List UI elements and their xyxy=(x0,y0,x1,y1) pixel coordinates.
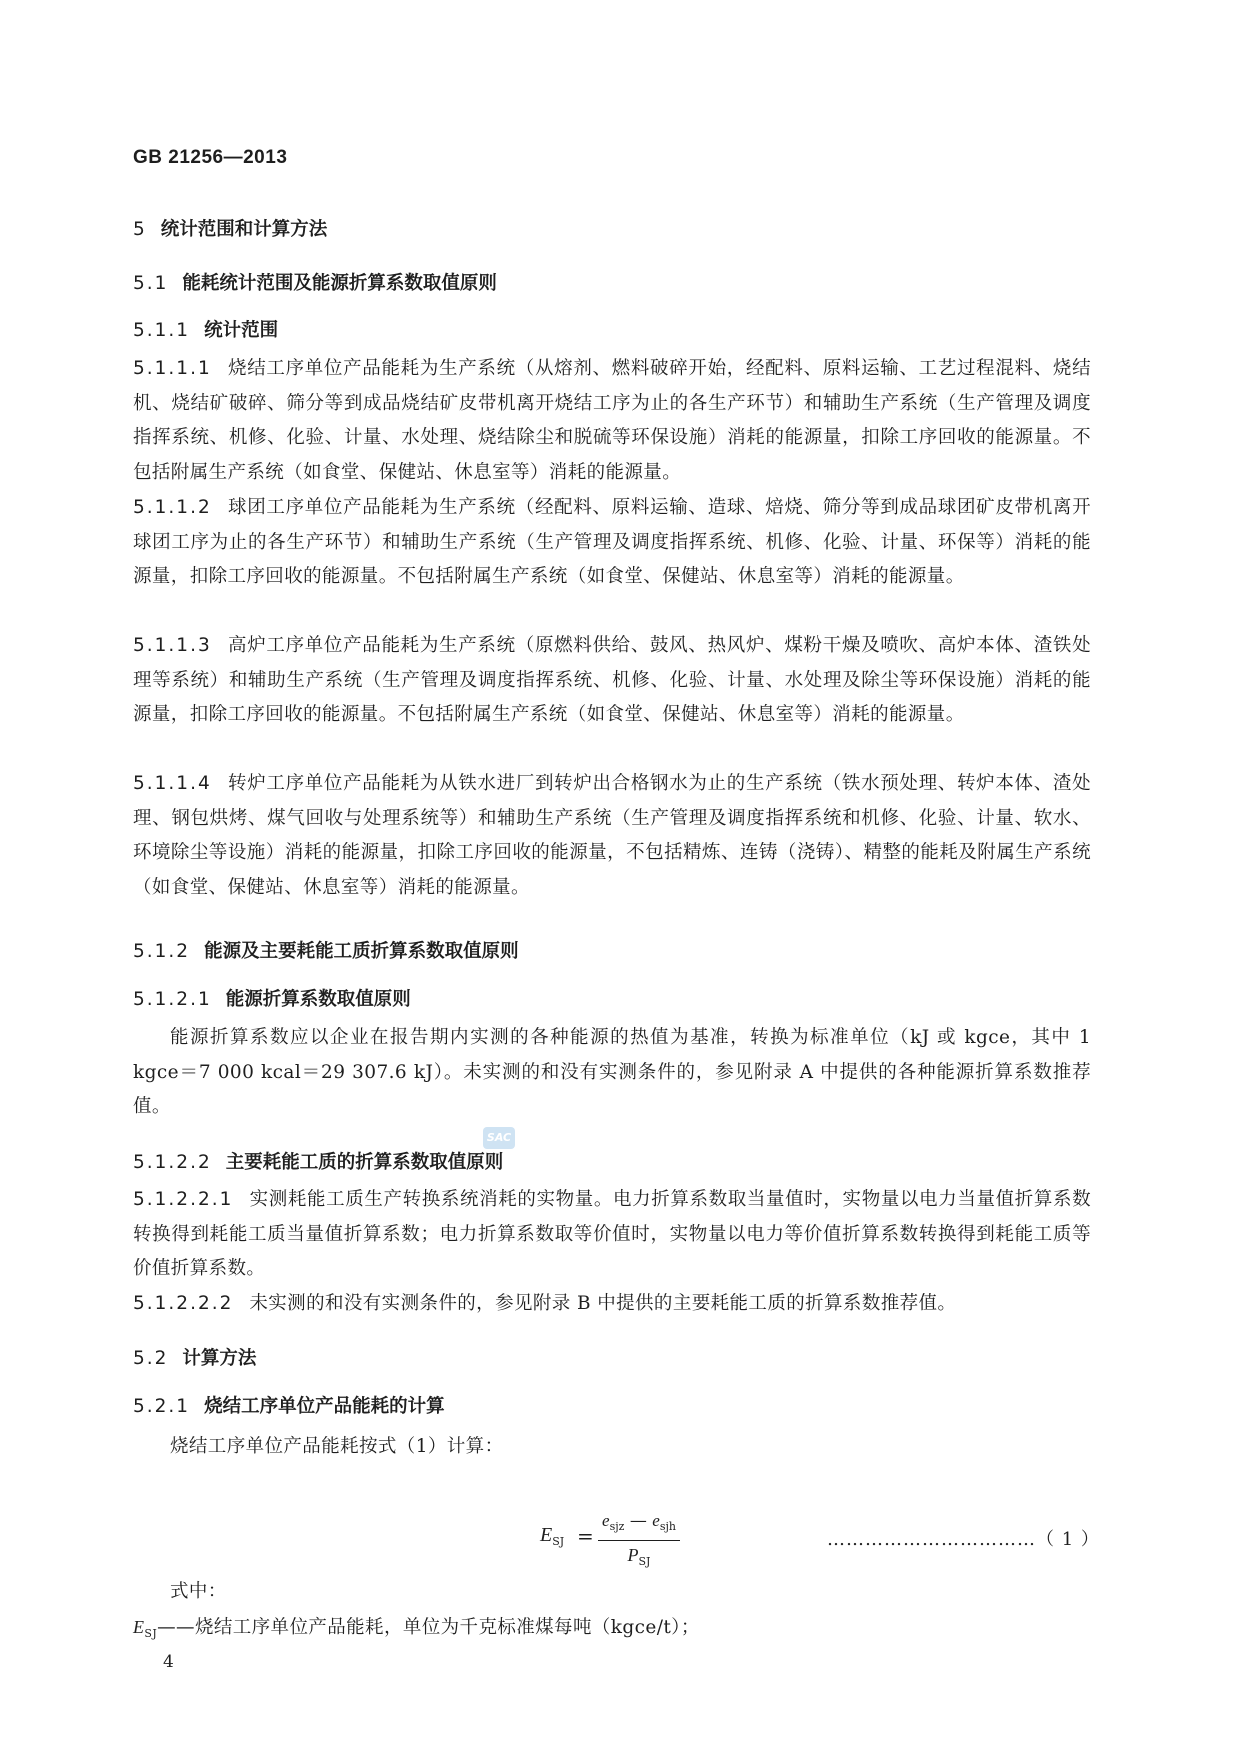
section-5-1-heading xyxy=(133,269,497,295)
section-5-1-2-2-heading xyxy=(133,1148,503,1174)
section-title: 能耗统计范围及能源折算系数取值原则 xyxy=(182,273,497,294)
clause-text: 未实测的和没有实测条件的，参见附录 B 中提供的主要耗能工质的折算系数推荐值。 xyxy=(249,1293,957,1314)
section-number: 5.2 xyxy=(133,1348,169,1369)
clause-text: 高炉工序单位产品能耗为生产系统（原燃料供给、鼓风、热风炉、煤粉干燥及喷吹、高炉本体、渣铁处理等系统）和辅助生产系统（生产管理及调度指挥系统、机修、化验、计量、水处理及除尘等环保设施）消耗的能源量，扣除工序回收的能源量。不包括附属生产系统（如食堂、保健站、休息室等）消耗的能源量。 xyxy=(133,635,1091,725)
clause-text: 实测耗能工质生产转换系统消耗的实物量。电力折算系数取当量值时，实物量以电力当量值折算系数转换得到耗能工质当量值折算系数；电力折算系数取等价值时，实物量以电力等价值折算系数转换得到耗能工质等价值折算系数。 xyxy=(133,1189,1091,1279)
page-number: 4 xyxy=(163,1652,174,1672)
formula-denominator: $P_{SJ}$ xyxy=(627,1545,651,1568)
where-intro: 式中： xyxy=(170,1581,227,1602)
sac-watermark-logo: SAC xyxy=(483,1127,515,1149)
clause-number: 5.1.2.2.1 xyxy=(133,1189,234,1210)
section-title: 能源及主要耗能工质折算系数取值原则 xyxy=(204,941,519,962)
formula-fraction xyxy=(598,1508,680,1576)
paragraph-5-1-2-1: 能源折算系数应以企业在报告期内实测的各种能源的热值为基准，转换为标准单位（kJ 或 kgce，其中 1 kgce＝7 000 kcal＝29 307.6 kJ）。未实测的和没有实测条件的，参见附录 A 中提供的各种能源折算系数推荐值。 xyxy=(133,1027,1091,1117)
clause-number: 5.1.1.1 xyxy=(133,358,212,379)
clause-number: 5.1.1.4 xyxy=(133,773,212,794)
paragraph-5-1-2-2-1 xyxy=(133,1183,1091,1287)
paragraph-5-2-1: 烧结工序单位产品能耗按式（1）计算： xyxy=(170,1436,504,1457)
section-title: 烧结工序单位产品能耗的计算 xyxy=(204,1396,445,1417)
section-title: 统计范围和计算方法 xyxy=(160,219,328,240)
section-number: 5.1.1 xyxy=(133,320,191,341)
clause-text: 烧结工序单位产品能耗为生产系统（从熔剂、燃料破碎开始，经配料、原料运输、工艺过程混料、烧结机、烧结矿破碎、筛分等到成品烧结矿皮带机离开烧结工序为止的各生产环节）和辅助生产系统（生产管理及调度指挥系统、机修、化验、计量、水处理、烧结除尘和脱硫等环保设施）消耗的能源量，扣除工序回收的能源量。不包括附属生产系统（如食堂、保健站、休息室等）消耗的能源量。 xyxy=(133,358,1091,483)
section-5-1-1-heading xyxy=(133,316,278,342)
section-5-heading xyxy=(133,215,327,241)
clause-number: 5.1.1.2 xyxy=(133,497,212,518)
section-number: 5.1.2 xyxy=(133,941,191,962)
standard-code-header: GB 21256—2013 xyxy=(133,147,288,168)
formula-numerator: $e_{sjz}$ — $e_{sjh}$ xyxy=(598,1508,680,1541)
formula-lhs: $E_{SJ}$ xyxy=(540,1524,565,1548)
formula-1 xyxy=(540,1508,1100,1566)
section-5-2-1-heading xyxy=(133,1392,445,1418)
section-title: 主要耗能工质的折算系数取值原则 xyxy=(225,1152,504,1173)
section-number: 5.1.2.2 xyxy=(133,1152,212,1173)
section-5-1-2-heading xyxy=(133,937,519,963)
paragraph-5-1-1-3 xyxy=(133,629,1091,733)
section-5-1-2-1-heading xyxy=(133,985,411,1011)
section-number: 5.1.2.1 xyxy=(133,989,212,1010)
section-title: 计算方法 xyxy=(182,1348,257,1369)
section-number: 5.2.1 xyxy=(133,1396,191,1417)
formula-number-label: ……………………………（ 1 ） xyxy=(827,1529,1100,1550)
paragraph-5-1-1-4 xyxy=(133,767,1091,905)
paragraph-5-1-1-2 xyxy=(133,491,1091,595)
variable-definition: $E_{SJ}——$烧结工序单位产品能耗，单位为千克标准煤每吨（kgce/t）； xyxy=(133,1617,700,1640)
paragraph-5-1-2-2-2 xyxy=(133,1287,1091,1322)
paragraph-5-1-1-1 xyxy=(133,352,1091,490)
section-title: 统计范围 xyxy=(204,320,279,341)
section-number: 5.1 xyxy=(133,273,169,294)
section-title: 能源折算系数取值原则 xyxy=(225,989,411,1010)
section-number: 5 xyxy=(133,219,147,240)
clause-text: 转炉工序单位产品能耗为从铁水进厂到转炉出合格钢水为止的生产系统（铁水预处理、转炉本体、渣处理、钢包烘烤、煤气回收与处理系统等）和辅助生产系统（生产管理及调度指挥系统和机修、化验、计量、软水、环境除尘等设施）消耗的能源量，扣除工序回收的能源量，不包括精炼、连铸（浇铸）、精整的能耗及附属生产系统（如食堂、保健站、休息室等）消耗的能源量。 xyxy=(133,773,1091,898)
formula-equals: = xyxy=(577,1524,594,1548)
clause-text: 球团工序单位产品能耗为生产系统（经配料、原料运输、造球、焙烧、筛分等到成品球团矿皮带机离开球团工序为止的各生产环节）和辅助生产系统（生产管理及调度指挥系统、机修、化验、计量、环保等）消耗的能源量，扣除工序回收的能源量。不包括附属生产系统（如食堂、保健站、休息室等）消耗的能源量。 xyxy=(133,497,1091,587)
clause-number: 5.1.1.3 xyxy=(133,635,212,656)
section-5-2-heading xyxy=(133,1344,256,1370)
clause-number: 5.1.2.2.2 xyxy=(133,1293,234,1314)
